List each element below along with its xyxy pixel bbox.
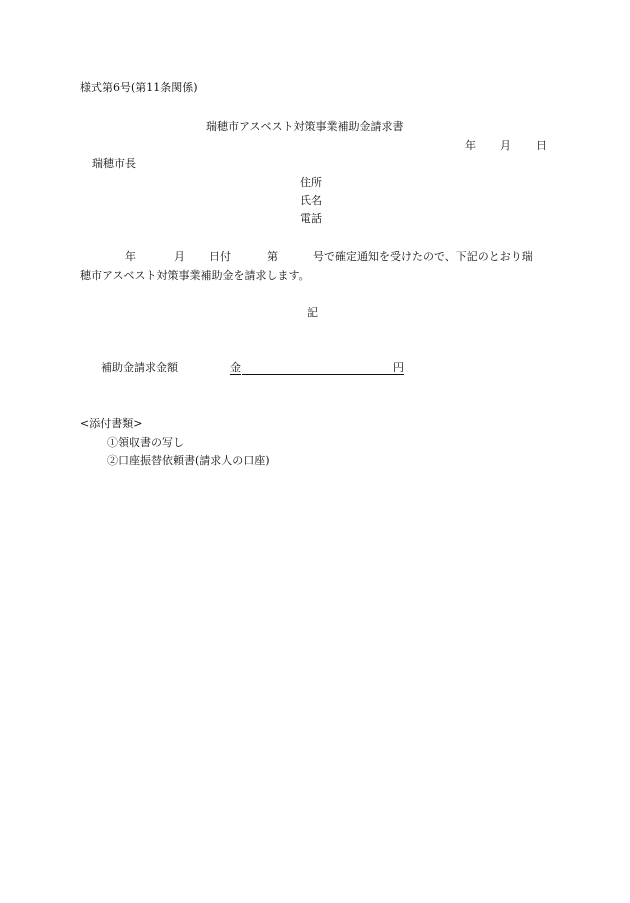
address-label: 住所 <box>300 176 322 189</box>
attachment-item: ②口座振替依頼書(請求人の口座) <box>107 454 270 467</box>
phone-label: 電話 <box>300 212 322 225</box>
body-line1-rest: 号で確定通知を受けたので、下記のとおり瑞 <box>313 250 533 263</box>
body-line2: 穂市アスベスト対策事業補助金を請求します。 <box>80 269 310 282</box>
body-month: 月 <box>174 250 185 263</box>
form-number: 様式第6号(第11条関係) <box>80 81 198 94</box>
date-month-label: 月 <box>500 139 511 152</box>
addressee: 瑞穂市長 <box>92 157 136 170</box>
attachments-heading: <添付書類> <box>80 417 143 430</box>
date-year-label: 年 <box>465 139 476 152</box>
attachment-item: ①領収書の写し <box>107 436 184 449</box>
body-date: 日付 <box>209 250 231 263</box>
record-mark: 記 <box>307 306 318 319</box>
amount-unit: 円 <box>393 361 404 374</box>
body-year: 年 <box>125 250 136 263</box>
name-label: 氏名 <box>300 194 322 207</box>
amount-underline <box>242 374 394 375</box>
amount-label: 補助金請求金額 <box>101 361 178 374</box>
date-day-label: 日 <box>536 139 547 152</box>
body-number-prefix: 第 <box>267 250 278 263</box>
amount-prefix: 金 <box>230 361 241 374</box>
document-title: 瑞穂市アスベスト対策事業補助金請求書 <box>206 120 404 133</box>
